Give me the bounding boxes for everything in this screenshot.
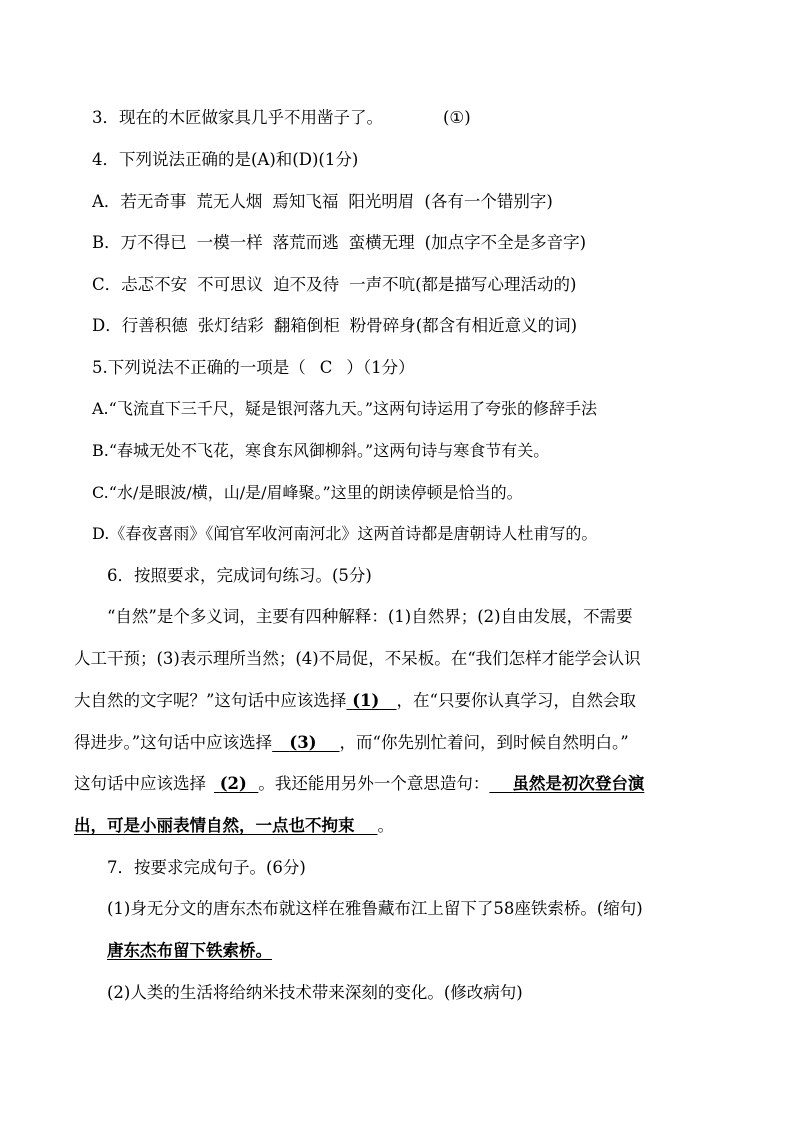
example-sentence-part1: 虽然是初次登台演 bbox=[512, 774, 645, 793]
option-label: B． bbox=[92, 233, 121, 252]
q5-option-a: A.“飞流直下三千尺，疑是银河落九天。”这两句诗运用了夸张的修辞手法 bbox=[92, 399, 598, 418]
option-note: (都含有相近意义的词) bbox=[415, 316, 578, 335]
word: 忐忑不安 bbox=[121, 275, 188, 294]
q5-stem-text: 5.下列说法不正确的一项是（ bbox=[92, 358, 306, 377]
option-label: D． bbox=[92, 316, 122, 335]
q6-para-line1: “自然”是个多义词，主要有四种解释：(1)自然界；(2)自由发展，不需要 bbox=[107, 607, 633, 626]
q4-option-a bbox=[92, 190, 553, 214]
option-label: A． bbox=[92, 192, 121, 211]
word: 行善积德 bbox=[121, 316, 188, 335]
word: 粉骨碎身 bbox=[349, 316, 416, 335]
q5-stem bbox=[92, 356, 415, 380]
example-sentence-part2: 出，可是小丽表情自然，一点也不拘束 bbox=[74, 816, 355, 835]
word: 一声不吭 bbox=[349, 275, 416, 294]
q6-title: 6．按照要求，完成词句练习。(5分) bbox=[107, 566, 372, 585]
option-label: C． bbox=[92, 275, 122, 294]
word: 焉知飞福 bbox=[272, 192, 339, 211]
text: ，而“你先别忙着问，到时候自然明白。” bbox=[339, 733, 629, 752]
word: 若无奇事 bbox=[120, 192, 187, 211]
text: 。 bbox=[377, 816, 394, 835]
q6-para-line5 bbox=[74, 772, 644, 796]
q6-para-line3 bbox=[74, 689, 636, 713]
q5-points: ）（1分） bbox=[346, 358, 415, 377]
word: 蛮横无理 bbox=[348, 233, 415, 252]
text: 大自然的文字呢？”这句话中应该选择 bbox=[74, 691, 347, 710]
blank-answer-1: (1) bbox=[352, 691, 380, 710]
q4-option-b bbox=[92, 231, 586, 255]
word: 迫不及待 bbox=[273, 275, 340, 294]
blank-answer-2: (3) bbox=[289, 733, 317, 752]
word: 落荒而逃 bbox=[272, 233, 339, 252]
q7-sentence-2: (2)人类的生活将给纳米技术带来深刻的变化。(修改病句) bbox=[107, 983, 523, 1002]
word: 阳光明眉 bbox=[348, 192, 415, 211]
q5-option-b: B.“春城无处不飞花，寒食东风御柳斜。”这两句诗与寒食节有关。 bbox=[92, 441, 550, 460]
q3-line bbox=[92, 106, 471, 130]
word: 张灯结彩 bbox=[197, 316, 264, 335]
word: 翻箱倒柜 bbox=[273, 316, 340, 335]
q6-para-line2: 人工干预；(3)表示理所当然；(4)不局促，不呆板。在“我们怎样才能学会认识 bbox=[74, 649, 641, 668]
q7-sentence-1: (1)身无分文的唐东杰布就这样在雅鲁藏布江上留下了58座铁索桥。(缩句) bbox=[107, 899, 643, 918]
q4-stem: 4．下列说法正确的是(A)和(D)(1分) bbox=[92, 150, 359, 169]
q5-option-c: C.“水/是眼波/横，山/是/眉峰聚。”这里的朗读停顿是恰当的。 bbox=[92, 483, 523, 502]
q5-option-d: D.《春夜喜雨》《闻官军收河南河北》这两首诗都是唐朝诗人杜甫写的。 bbox=[92, 524, 598, 543]
q4-option-c bbox=[92, 273, 577, 297]
q3-answer: (①) bbox=[443, 108, 471, 127]
blank-answer-3: (2) bbox=[219, 774, 247, 793]
word: 万不得已 bbox=[120, 233, 187, 252]
option-note: (都是描写心理活动的) bbox=[415, 275, 577, 294]
option-note: (各有一个错别字) bbox=[424, 192, 553, 211]
word: 荒无人烟 bbox=[196, 192, 263, 211]
word: 不可思议 bbox=[197, 275, 264, 294]
q6-para-line4 bbox=[74, 731, 629, 755]
word: 一模一样 bbox=[196, 233, 263, 252]
q5-answer: C bbox=[319, 358, 333, 377]
q4-option-d bbox=[92, 314, 577, 338]
text: 这句话中应该选择 bbox=[74, 774, 206, 793]
text: 。我还能用另外一个意思造句： bbox=[258, 774, 490, 793]
q6-para-line6 bbox=[74, 814, 394, 838]
q7-title: 7．按要求完成句子。(6分) bbox=[107, 858, 306, 877]
option-note: (加点字不全是多音字) bbox=[424, 233, 587, 252]
q7-answer-1: 唐东杰布留下铁索桥。 bbox=[107, 941, 272, 960]
q3-text: 3．现在的木匠做家具几乎不用凿子了。 bbox=[92, 108, 383, 127]
text: 得进步。”这句话中应该选择 bbox=[74, 733, 273, 752]
text: ，在“只要你认真学习，自然会取 bbox=[396, 691, 636, 710]
